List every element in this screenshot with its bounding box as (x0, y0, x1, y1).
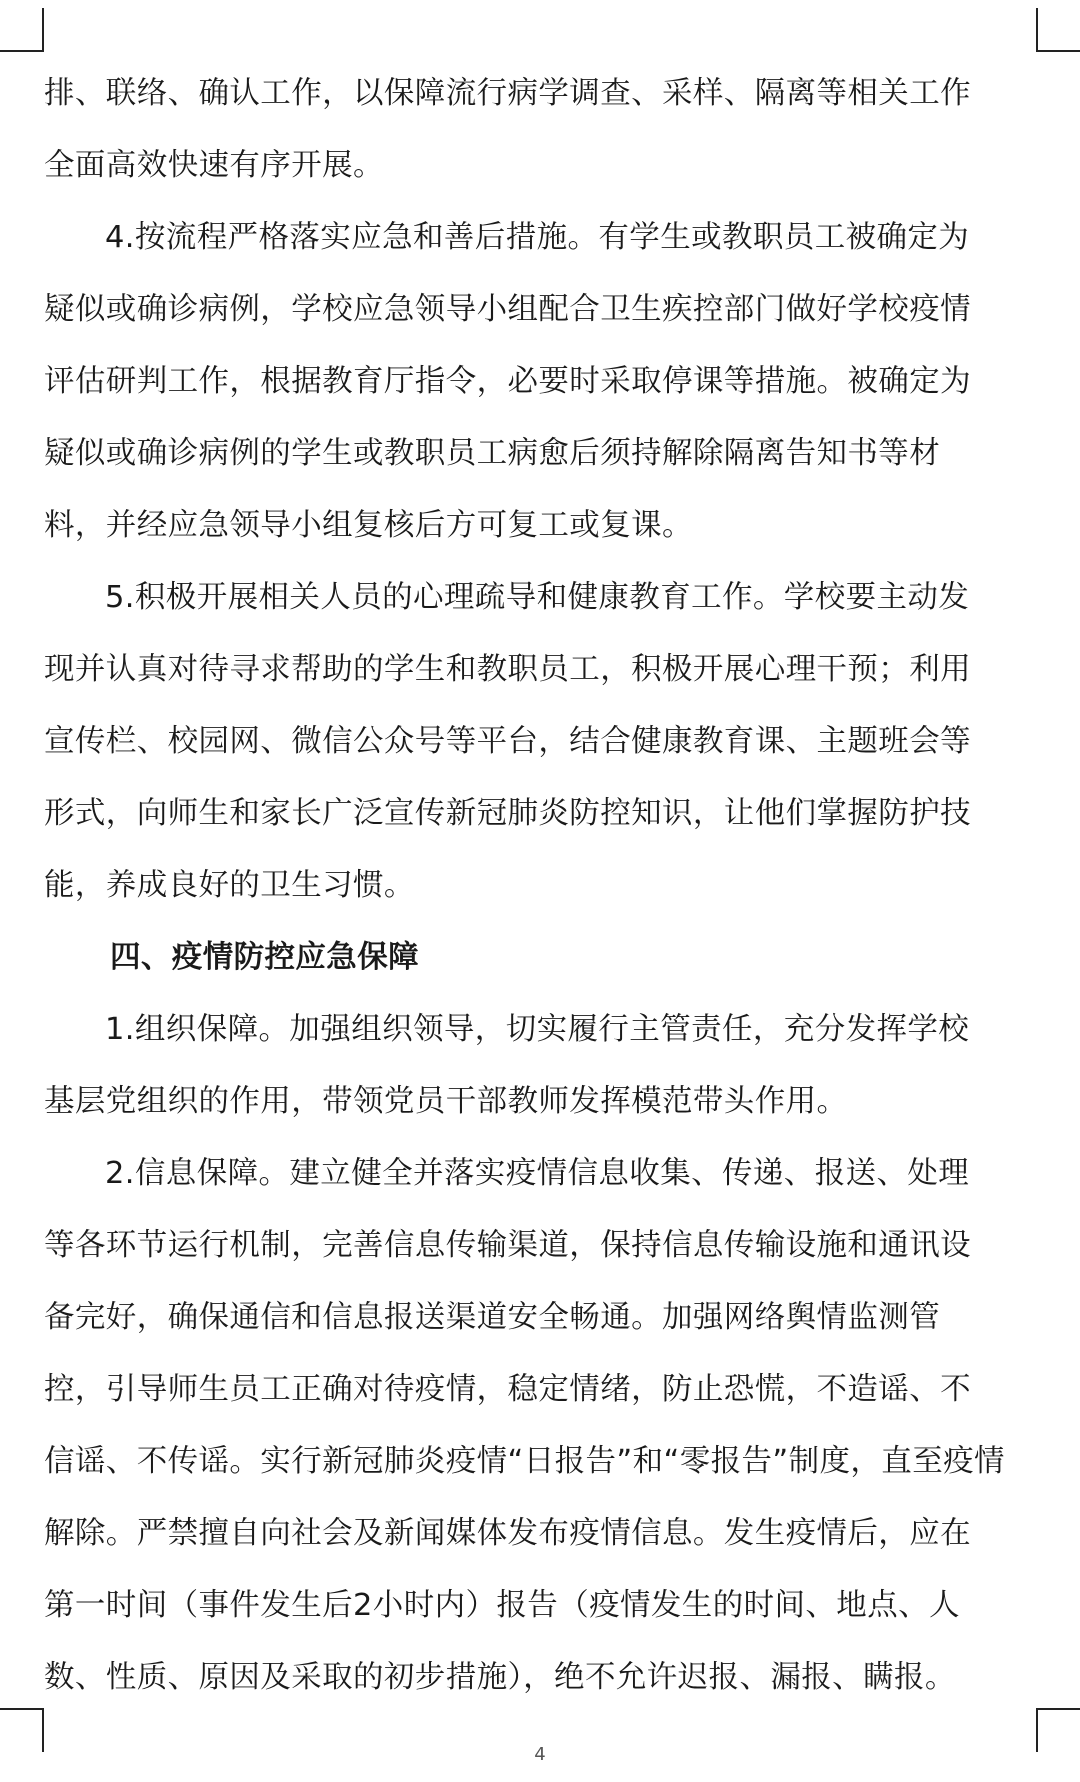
text-line: 解除。严禁擅自向社会及新闻媒体发布疫情信息。发生疫情后，应在 (44, 1516, 971, 1551)
text-line: 等各环节运行机制，完善信息传输渠道，保持信息传输设施和通讯设 (44, 1228, 971, 1263)
text-line: 疑似或确诊病例的学生或教职员工病愈后须持解除隔离告知书等材 (44, 436, 941, 471)
section-heading: 四、疫情防控应急保障 (110, 940, 419, 975)
text-line: 宣传栏、校园网、微信公众号等平台，结合健康教育课、主题班会等 (44, 724, 971, 759)
text-line: 控，引导师生员工正确对待疫情，稳定情绪，防止恐慌，不造谣、不 (44, 1372, 971, 1407)
text-line: 疑似或确诊病例，学校应急领导小组配合卫生疾控部门做好学校疫情 (44, 292, 971, 327)
document-body (44, 58, 1026, 1714)
text-line: 第一时间（事件发生后2小时内）报告（疫情发生的时间、地点、人 (44, 1588, 960, 1623)
text-line: 形式，向师生和家长广泛宣传新冠肺炎防控知识，让他们掌握防护技 (44, 796, 971, 831)
text-line: 基层党组织的作用，带领党员干部教师发挥模范带头作用。 (44, 1084, 848, 1119)
text-line: 1.组织保障。加强组织领导，切实履行主管责任，充分发挥学校 (105, 1012, 970, 1047)
crop-mark-top-left (0, 8, 44, 52)
text-line: 排、联络、确认工作，以保障流行病学调查、采样、隔离等相关工作 (44, 76, 971, 111)
text-line: 料，并经应急领导小组复核后方可复工或复课。 (44, 508, 693, 543)
text-line: 能，养成良好的卫生习惯。 (44, 868, 415, 903)
text-line: 2.信息保障。建立健全并落实疫情信息收集、传递、报送、处理 (105, 1156, 970, 1191)
crop-mark-top-right (1036, 8, 1080, 52)
page-number: 4 (534, 1744, 546, 1765)
text-line: 数、性质、原因及采取的初步措施），绝不允许迟报、漏报、瞒报。 (44, 1660, 956, 1695)
text-line: 备完好，确保通信和信息报送渠道安全畅通。加强网络舆情监测管 (44, 1300, 941, 1335)
text-line: 信谣、不传谣。实行新冠肺炎疫情“日报告”和“零报告”制度，直至疫情 (44, 1444, 1005, 1479)
text-line: 评估研判工作，根据教育厅指令，必要时采取停课等措施。被确定为 (44, 364, 971, 399)
text-line: 现并认真对待寻求帮助的学生和教职员工，积极开展心理干预；利用 (44, 652, 971, 687)
text-line: 4.按流程严格落实应急和善后措施。有学生或教职员工被确定为 (105, 220, 970, 255)
text-line: 全面高效快速有序开展。 (44, 148, 384, 183)
text-line: 5.积极开展相关人员的心理疏导和健康教育工作。学校要主动发 (105, 580, 970, 615)
